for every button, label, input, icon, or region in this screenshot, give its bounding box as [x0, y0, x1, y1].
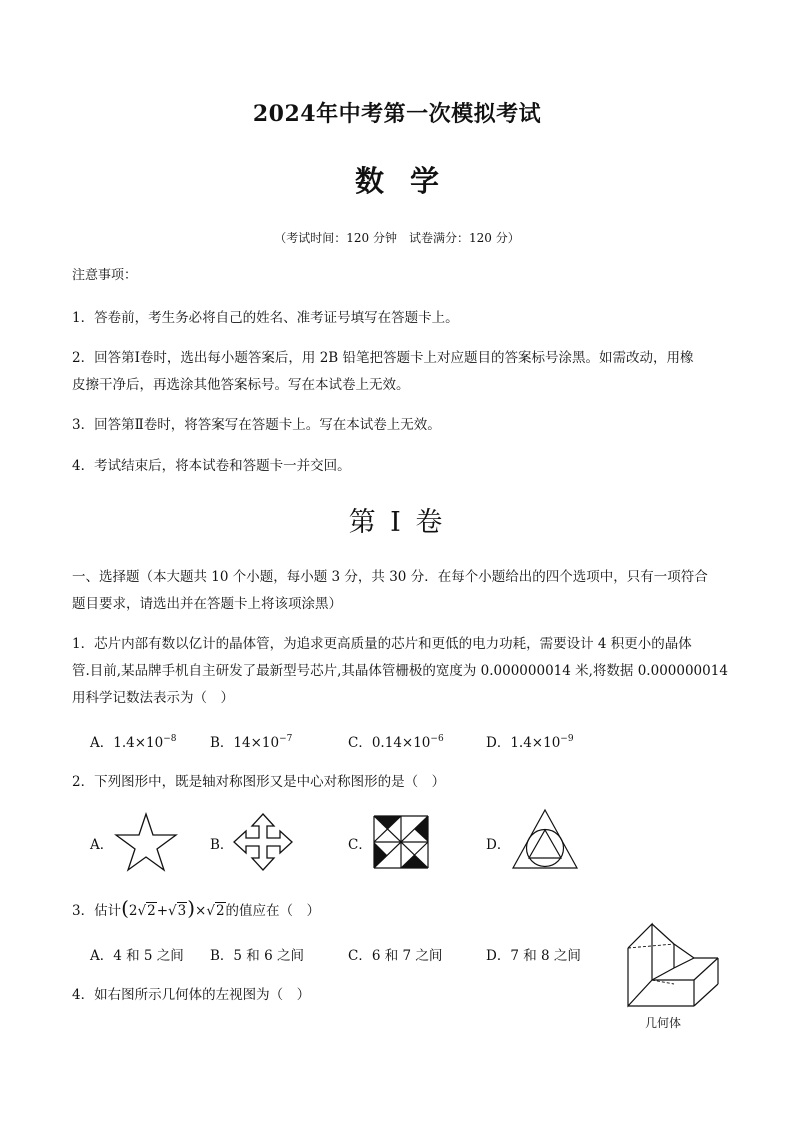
- notes-heading: 注意事项：: [72, 268, 138, 283]
- q2-label-d: D．: [486, 837, 511, 853]
- exam-meta: （考试时间：120 分钟 试卷满分：120 分）: [274, 231, 520, 245]
- note-item-2-cont: 皮擦干净后，再选涂其他答案标号。写在本试卷上无效。: [72, 377, 410, 393]
- four-arrow-figure: [232, 812, 294, 872]
- q1-option-a: A．$1.4\times 10^{-8}$: [90, 734, 177, 751]
- subject-title: 数学: [354, 164, 465, 198]
- exam-title: 2024年中考第一次模拟考试: [252, 101, 542, 127]
- q2-label-b: B．: [210, 837, 234, 853]
- part-title: 第 I 卷: [348, 507, 446, 538]
- q3-option-d: D．7 和 8 之间: [486, 948, 581, 964]
- q3-option-c: C．6 和 7 之间: [348, 948, 443, 964]
- q4-stem: 4．如右图所示几何体的左视图为（ ）: [72, 987, 311, 1003]
- note-item-3: 3．回答第Ⅱ卷时，将答案写在答题卡上。写在本试卷上无效。: [72, 417, 441, 433]
- star-figure: [114, 812, 178, 872]
- q1-option-d: D．$1.4\times 10^{-9}$: [486, 734, 574, 751]
- figure-caption: 几何体: [645, 1016, 682, 1030]
- q1-stem-line3: 用科学记数法表示为（ ）: [72, 690, 234, 706]
- note-item-2: 2．回答第Ⅰ卷时，选出每小题答案后，用 2B 铅笔把答题卡上对应题目的答案标号涂黑。如需改动，用橡: [72, 350, 694, 366]
- q1-option-c: C．$0.14\times 10^{-6}$: [348, 734, 444, 751]
- section-instructions-line1: 一、选择题（本大题共 10 个小题，每小题 3 分，共 30 分．在每个小题给出的四个选项中，只有一项符合: [72, 569, 708, 585]
- q2-label-c: C．: [348, 837, 372, 853]
- q1-stem-line1: 1．芯片内部有数以亿计的晶体管，为追求更高质量的芯片和更低的电力功耗，需要设计 4 积更小的晶体: [72, 636, 692, 652]
- note-item-4: 4．考试结束后，将本试卷和答题卡一并交回。: [72, 458, 351, 474]
- pinwheel-triangles-figure: [372, 814, 430, 870]
- q3-stem: 3．估计(2√2+√3)×√2的值应在（ ）: [72, 896, 321, 920]
- q3-option-b: B．5 和 6 之间: [210, 948, 304, 964]
- q1-stem-line2: 管.目前,某品牌手机自主研发了最新型号芯片,其晶体管栅极的宽度为 0.000000014 米,将数据 0.000000014: [72, 663, 728, 679]
- triangle-circle-figure: [511, 808, 579, 870]
- solid-figure: [622, 918, 722, 1010]
- q1-option-b: B．$14\times 10^{-7}$: [210, 734, 293, 751]
- q2-stem: 2．下列图形中，既是轴对称图形又是中心对称图形的是（ ）: [72, 774, 446, 790]
- note-item-1: 1．答卷前，考生务必将自己的姓名、准考证号填写在答题卡上。: [72, 310, 459, 326]
- q3-option-a: A．4 和 5 之间: [90, 948, 184, 964]
- q2-label-a: A．: [90, 837, 114, 853]
- section-instructions-line2: 题目要求，请选出并在答题卡上将该项涂黑）: [72, 596, 342, 612]
